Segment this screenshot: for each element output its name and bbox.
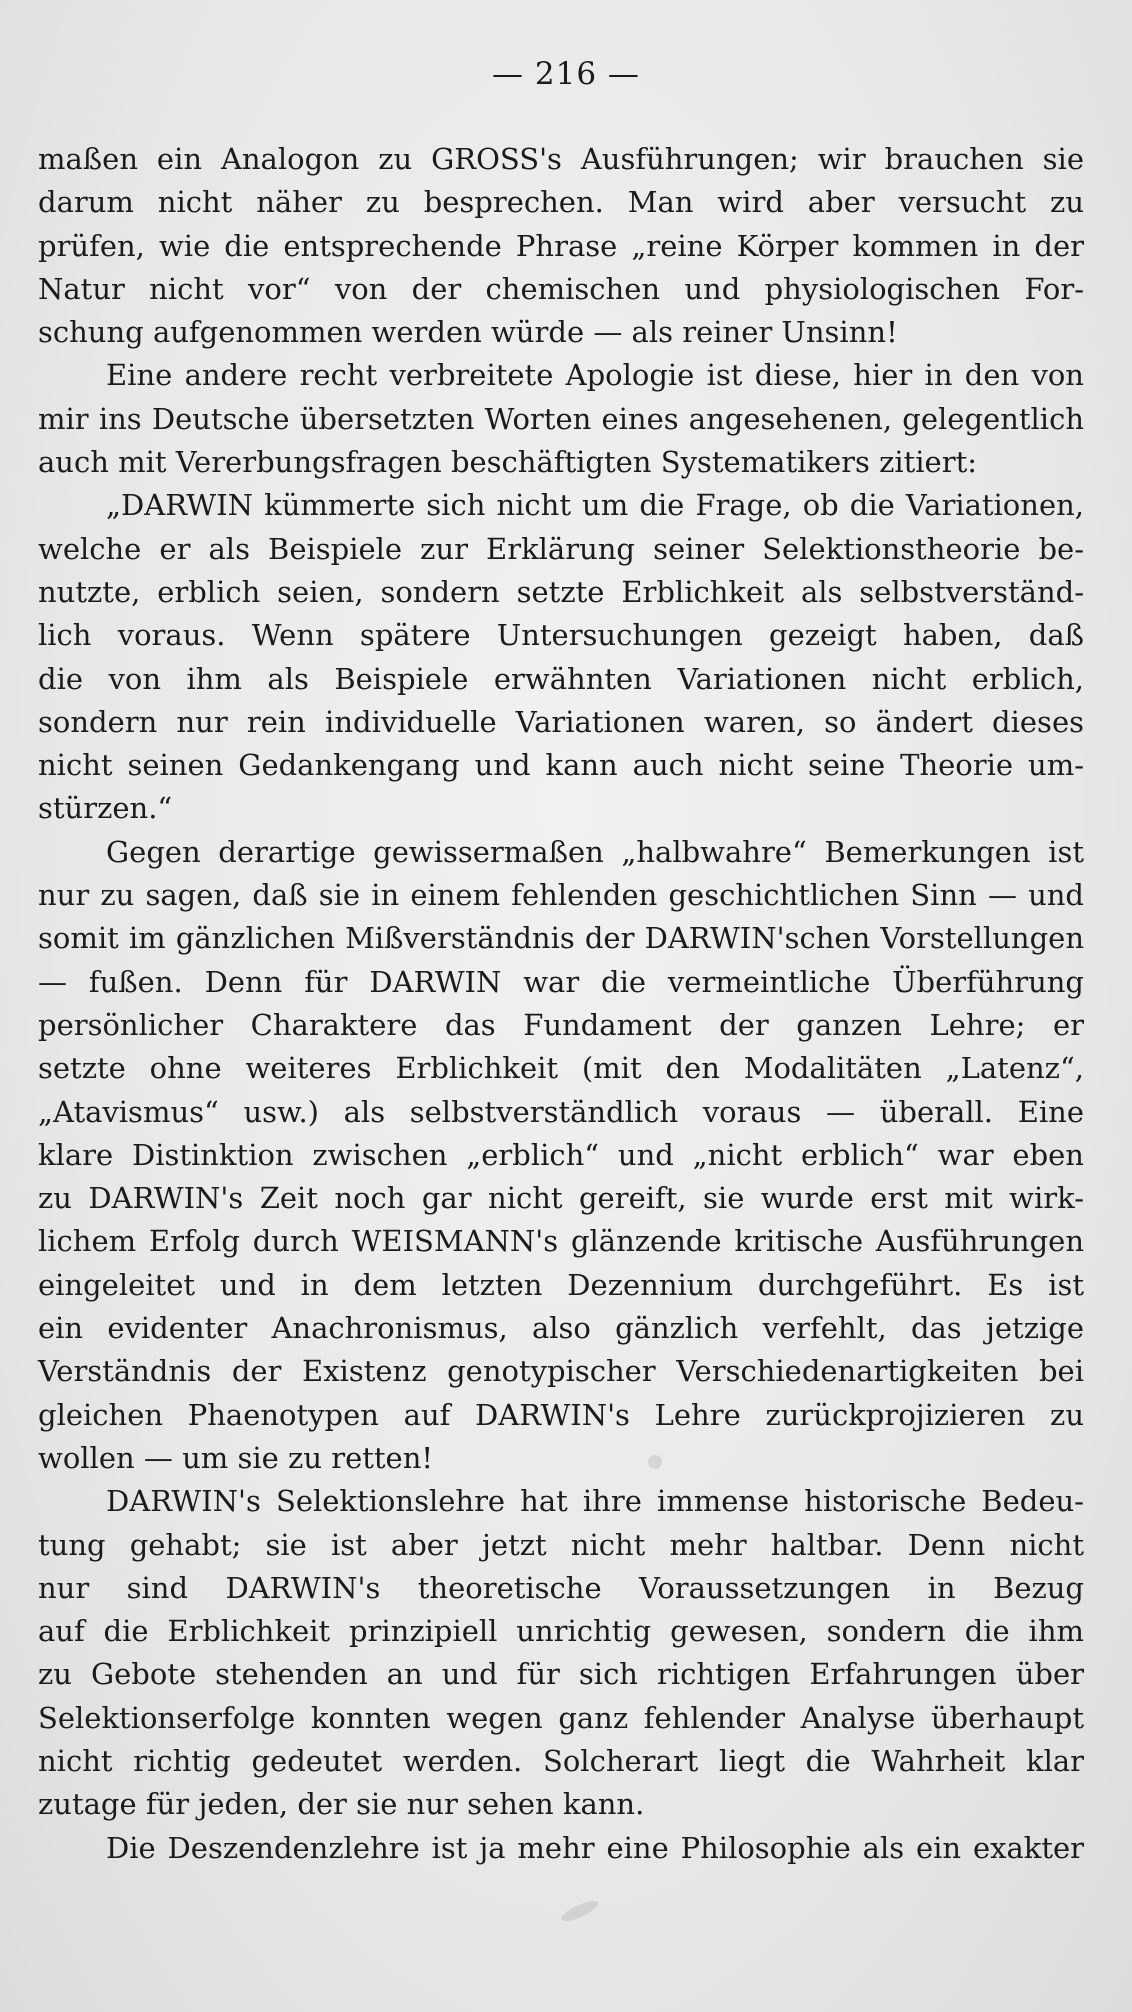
text-line: stürzen.“ xyxy=(38,791,173,826)
body-text xyxy=(38,138,1084,1870)
text-line: somit im gänzlichen Mißverständnis der DARWIN'schen Vorstellungen xyxy=(38,921,1084,956)
text-line: prüfen, wie die entsprechende Phrase „reine Körper kommen in der xyxy=(38,228,1084,263)
text-line: „Atavismus“ usw.) als selbstverständlich voraus — überall. Eine xyxy=(38,1094,1084,1129)
text-line: „DARWIN kümmerte sich nicht um die Frage, ob die Variationen, xyxy=(106,488,1084,523)
text-line: nutzte, erblich seien, sondern setzte Erblichkeit als selbstverständ- xyxy=(38,574,1084,609)
text-line: die von ihm als Beispiele erwähnten Variationen nicht erblich, xyxy=(38,661,1084,696)
text-line: persönlicher Charaktere das Fundament der ganzen Lehre; er xyxy=(38,1007,1084,1042)
text-line: auch mit Vererbungsfragen beschäftigten Systematikers zitiert: xyxy=(38,445,978,480)
text-line: auf die Erblichkeit prinzipiell unrichtig gewesen, sondern die ihm xyxy=(38,1614,1084,1649)
text-line: — fußen. Denn für DARWIN war die vermeintliche Überführung xyxy=(38,964,1084,999)
text-line: sondern nur rein individuelle Variationen waren, so ändert dieses xyxy=(38,704,1084,739)
text-line: eingeleitet und in dem letzten Dezennium durchgeführt. Es ist xyxy=(38,1267,1084,1302)
text-line: Natur nicht vor“ von der chemischen und physiologischen For- xyxy=(38,271,1084,306)
text-line: schung aufgenommen werden würde — als reiner Unsinn! xyxy=(38,315,898,350)
text-line: setzte ohne weiteres Erblichkeit (mit den Modalitäten „Latenz“, xyxy=(38,1051,1084,1086)
paper-spot xyxy=(648,1455,662,1469)
text-line: DARWIN's Selektionslehre hat ihre immense historische Bedeu- xyxy=(106,1484,1084,1519)
page-number: — 216 — xyxy=(492,56,640,92)
text-line: welche er als Beispiele zur Erklärung seiner Selektionstheorie be- xyxy=(38,531,1084,566)
text-line: Selektionserfolge konnten wegen ganz fehlender Analyse überhaupt xyxy=(38,1700,1084,1735)
text-line: zu DARWIN's Zeit noch gar nicht gereift, sie wurde erst mit wirk- xyxy=(38,1181,1084,1216)
text-line: klare Distinktion zwischen „erblich“ und „nicht erblich“ war eben xyxy=(38,1137,1084,1172)
text-line: ein evidenter Anachronismus, also gänzlich verfehlt, das jetzige xyxy=(38,1311,1084,1346)
paper-smudge xyxy=(559,1897,600,1925)
text-line: Eine andere recht verbreitete Apologie ist diese, hier in den von xyxy=(106,358,1084,393)
text-line: nicht richtig gedeutet werden. Solcherart liegt die Wahrheit klar xyxy=(38,1743,1084,1778)
text-line: tung gehabt; sie ist aber jetzt nicht mehr haltbar. Denn nicht xyxy=(38,1527,1084,1562)
text-line: darum nicht näher zu besprechen. Man wird aber versucht zu xyxy=(38,185,1084,220)
text-line: mir ins Deutsche übersetzten Worten eines angesehenen, gelegentlich xyxy=(38,401,1084,436)
text-line: nicht seinen Gedankengang und kann auch nicht seine Theorie um- xyxy=(38,748,1084,783)
text-line: nur sind DARWIN's theoretische Voraussetzungen in Bezug xyxy=(38,1570,1084,1605)
text-line: Gegen derartige gewissermaßen „halbwahre“ Bemerkungen ist xyxy=(106,834,1084,869)
text-line: maßen ein Analogon zu GROSS's Ausführungen; wir brauchen sie xyxy=(38,142,1084,176)
text-line: Die Deszendenzlehre ist ja mehr eine Philosophie als ein exakter xyxy=(106,1830,1084,1865)
text-line: gleichen Phaenotypen auf DARWIN's Lehre zurückprojizieren zu xyxy=(38,1397,1084,1432)
text-line: nur zu sagen, daß sie in einem fehlenden geschichtlichen Sinn — und xyxy=(38,878,1084,913)
text-line: zu Gebote stehenden an und für sich richtigen Erfahrungen über xyxy=(38,1657,1084,1692)
text-line: wollen — um sie zu retten! xyxy=(38,1440,434,1475)
text-line: zutage für jeden, der sie nur sehen kann. xyxy=(38,1787,645,1822)
text-line: lich voraus. Wenn spätere Untersuchungen gezeigt haben, daß xyxy=(38,618,1084,653)
text-line: lichem Erfolg durch WEISMANN's glänzende kritische Ausführungen xyxy=(38,1224,1084,1259)
text-line: Verständnis der Existenz genotypischer Verschiedenartigkeiten bei xyxy=(38,1354,1084,1389)
